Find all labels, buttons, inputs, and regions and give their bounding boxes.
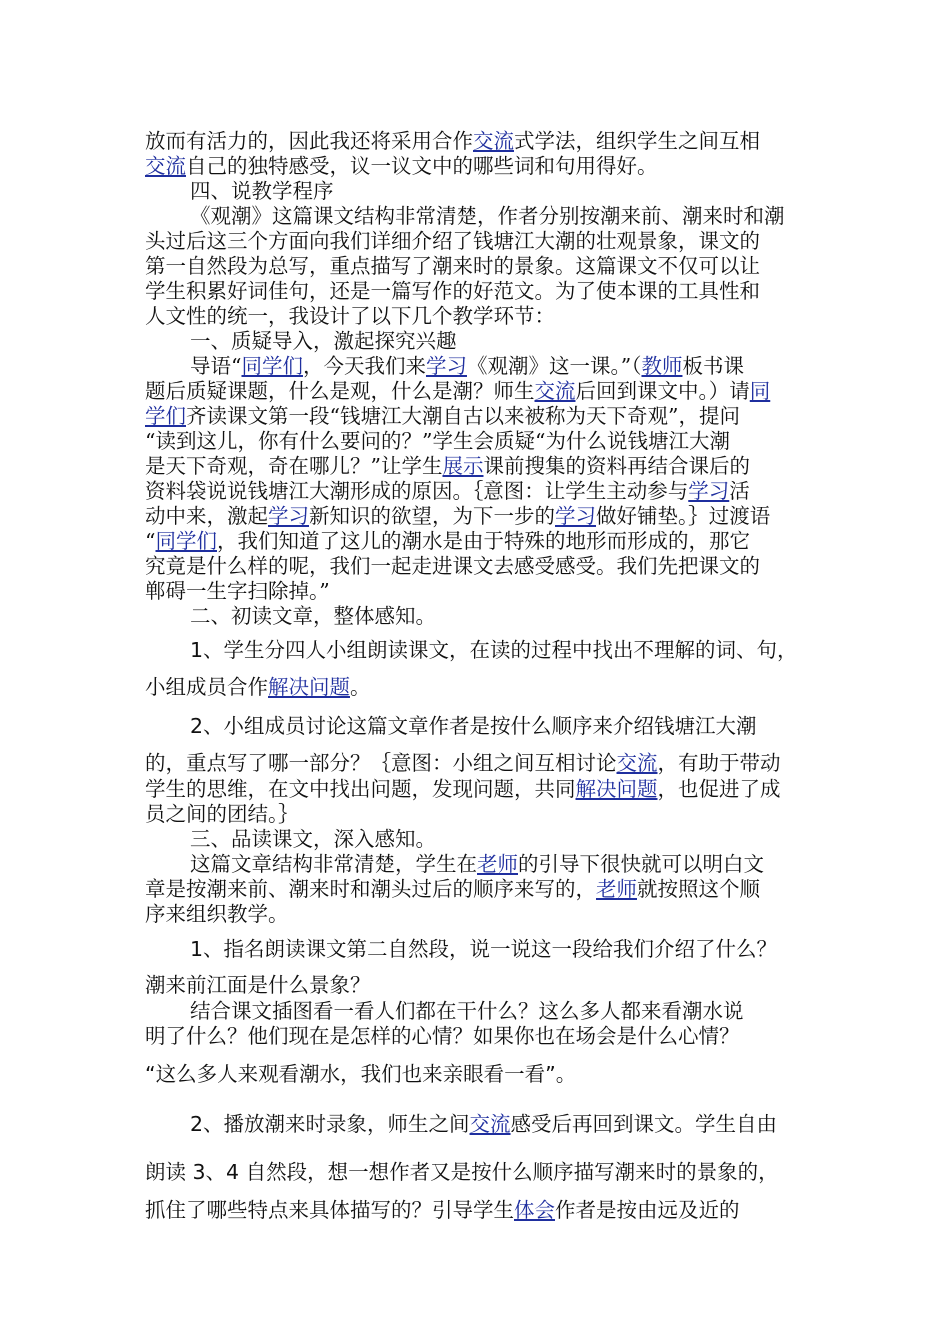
text-segment: 究竟是什么样的呢，我们一起走进课文去感受感受。我们先把课文的 xyxy=(145,554,760,578)
text-line xyxy=(190,1111,777,1137)
text-line xyxy=(190,178,334,204)
text-segment: 的引导下很快就可以明白文 xyxy=(518,852,764,876)
text-segment: 的，重点写了哪一部分？｛意图：小组之间互相讨论 xyxy=(145,751,617,775)
hyperlink[interactable]: 学习 xyxy=(425,354,467,378)
text-segment: 章是按潮来前、潮来时和潮头过后的顺序来写的， xyxy=(145,877,596,901)
text-segment: 动中来，激起 xyxy=(145,504,268,528)
hyperlink[interactable]: 学习 xyxy=(688,479,730,503)
text-segment: 学生的思维，在文中找出问题，发现问题，共同 xyxy=(145,777,576,801)
text-segment: 明了什么？他们现在是怎样的心情？如果你也在场会是什么心情？ xyxy=(145,1024,740,1048)
hyperlink[interactable]: 同 xyxy=(749,379,771,403)
text-segment: 后回到课文中。）请 xyxy=(575,379,750,403)
hyperlink[interactable]: 老师 xyxy=(596,877,637,901)
hyperlink[interactable]: 交流 xyxy=(534,379,576,403)
text-segment: 四、说教学程序 xyxy=(190,179,334,203)
text-segment: 是天下奇观，奇在哪儿？”让学生 xyxy=(145,454,443,478)
text-segment: 小组成员合作 xyxy=(145,675,268,699)
text-segment: “这么多人来观看潮水，我们也来亲眼看一看”。 xyxy=(145,1062,577,1086)
text-line xyxy=(190,851,764,877)
text-segment: 题后质疑课题，什么是观，什么是潮？师生 xyxy=(145,379,535,403)
text-line xyxy=(145,750,781,776)
hyperlink[interactable]: 解决问题 xyxy=(575,777,658,801)
hyperlink[interactable]: 体会 xyxy=(514,1198,555,1222)
text-line xyxy=(145,478,750,504)
text-segment: 2、小组成员讨论这篇文章作者是按什么顺序来介绍钱塘江大潮 xyxy=(190,714,757,738)
text-line xyxy=(190,826,436,852)
text-segment: ，我们知道了这儿的潮水是由于特殊的地形而形成的，那它 xyxy=(216,529,750,553)
text-line xyxy=(145,253,760,279)
text-line xyxy=(190,998,744,1024)
text-line xyxy=(145,428,730,454)
text-segment: 人文性的统一，我设计了以下几个教学环节： xyxy=(145,304,555,328)
text-segment: “ xyxy=(145,529,156,553)
text-line xyxy=(145,876,760,902)
text-segment: 资料袋说说钱塘江大潮形成的原因。｛意图：让学生主动参与 xyxy=(145,479,689,503)
text-line xyxy=(145,776,781,802)
text-segment: 头过后这三个方面向我们详细介绍了钱塘江大潮的壮观景象，课文的 xyxy=(145,229,760,253)
text-segment: 《观潮》这篇课文结构非常清楚，作者分别按潮来前、潮来时和潮 xyxy=(190,204,785,228)
text-line xyxy=(145,801,299,827)
text-line xyxy=(190,713,757,739)
text-line xyxy=(190,637,798,663)
text-segment: 结合课文插图看一看人们都在干什么？这么多人都来看潮水说 xyxy=(190,999,744,1023)
text-line xyxy=(190,936,777,962)
hyperlink[interactable]: 交流 xyxy=(616,751,658,775)
text-segment: ，今天我们来 xyxy=(302,354,426,378)
text-segment: 员之间的团结。｝ xyxy=(145,802,299,826)
hyperlink[interactable]: 交流 xyxy=(145,154,186,178)
hyperlink[interactable]: 解决问题 xyxy=(268,675,350,699)
text-line xyxy=(145,453,750,479)
text-line xyxy=(145,972,371,998)
hyperlink[interactable]: 学们 xyxy=(145,404,186,428)
hyperlink[interactable]: 老师 xyxy=(477,852,518,876)
text-segment: 新知识的欲望，为下一步的 xyxy=(309,504,555,528)
hyperlink[interactable]: 交流 xyxy=(473,129,514,153)
text-segment: ，也促进了成 xyxy=(657,777,781,801)
text-line xyxy=(145,403,740,429)
text-line xyxy=(145,278,760,304)
text-segment: 这篇文章结构非常清楚，学生在 xyxy=(190,852,477,876)
text-segment: 作者是按由远及近的 xyxy=(555,1198,740,1222)
text-line xyxy=(145,1061,576,1087)
text-segment: 就按照这个顺 xyxy=(637,877,760,901)
text-line xyxy=(145,503,770,529)
text-line xyxy=(145,901,289,927)
text-line xyxy=(145,553,760,579)
text-segment: 一、质疑导入，激起探究兴趣 xyxy=(190,329,457,353)
text-segment: 板书课 xyxy=(682,354,744,378)
text-line xyxy=(145,153,658,179)
text-segment: 二、初读文章，整体感知。 xyxy=(190,604,436,628)
text-segment: 第一自然段为总写，重点描写了潮来时的景象。这篇课文不仅可以让 xyxy=(145,254,760,278)
text-segment: 朗读 3、4 自然段，想一想作者又是按什么顺序描写潮来时的景象的， xyxy=(145,1160,779,1184)
text-segment: 学生积累好词佳句，还是一篇写作的好范文。为了使本课的工具性和 xyxy=(145,279,760,303)
text-segment: 2、播放潮来时录象，师生之间 xyxy=(190,1112,470,1136)
text-segment: 抓住了哪些特点来具体描写的？引导学生 xyxy=(145,1198,514,1222)
text-line xyxy=(190,203,785,229)
text-segment: 自己的独特感受，议一议文中的哪些词和句用得好。 xyxy=(186,154,658,178)
text-segment: 式学法，组织学生之间互相 xyxy=(514,129,760,153)
text-segment: 做好铺垫。｝过渡语 xyxy=(596,504,771,528)
text-line xyxy=(145,128,760,154)
text-segment: 潮来前江面是什么景象？ xyxy=(145,973,371,997)
text-segment: 感受后再回到课文。学生自由 xyxy=(510,1112,778,1136)
text-line xyxy=(145,578,330,604)
text-segment: 序来组织教学。 xyxy=(145,902,289,926)
text-line xyxy=(145,228,760,254)
text-segment: 郸碍一生字扫除掉。” xyxy=(145,579,330,603)
text-line xyxy=(190,328,457,354)
hyperlink[interactable]: 教师 xyxy=(641,354,683,378)
hyperlink[interactable]: 展示 xyxy=(442,454,484,478)
text-segment: 放而有活力的，因此我还将采用合作 xyxy=(145,129,473,153)
text-line xyxy=(145,303,555,329)
hyperlink[interactable]: 学习 xyxy=(555,504,596,528)
text-segment: ，有助于带动 xyxy=(657,751,781,775)
text-segment: 《观潮》这一课。”（ xyxy=(466,354,642,378)
text-line xyxy=(145,674,371,700)
text-line xyxy=(190,353,744,379)
text-segment: 1、学生分四人小组朗读课文，在读的过程中找出不理解的词、句， xyxy=(190,638,798,662)
text-line xyxy=(145,528,750,554)
hyperlink[interactable]: 同学们 xyxy=(155,529,217,553)
hyperlink[interactable]: 同学们 xyxy=(241,354,303,378)
hyperlink[interactable]: 交流 xyxy=(469,1112,511,1136)
text-segment: 齐读课文第一段“钱塘江大潮自古以来被称为天下奇观”，提问 xyxy=(186,404,740,428)
text-line xyxy=(145,1197,740,1223)
text-line xyxy=(190,603,436,629)
text-segment: 活 xyxy=(729,479,750,503)
text-line xyxy=(145,1023,740,1049)
text-segment: “读到这儿，你有什么要问的？”学生会质疑“为什么说钱塘江大潮 xyxy=(145,429,730,453)
text-line xyxy=(145,1159,779,1185)
text-segment: 课前搜集的资料再结合课后的 xyxy=(483,454,750,478)
text-segment: 导语“ xyxy=(190,354,242,378)
hyperlink[interactable]: 学习 xyxy=(268,504,309,528)
text-segment: 三、品读课文，深入感知。 xyxy=(190,827,436,851)
text-segment: 。 xyxy=(350,675,371,699)
text-line xyxy=(145,378,770,404)
text-segment: 1、指名朗读课文第二自然段，说一说这一段给我们介绍了什么？ xyxy=(190,937,778,961)
